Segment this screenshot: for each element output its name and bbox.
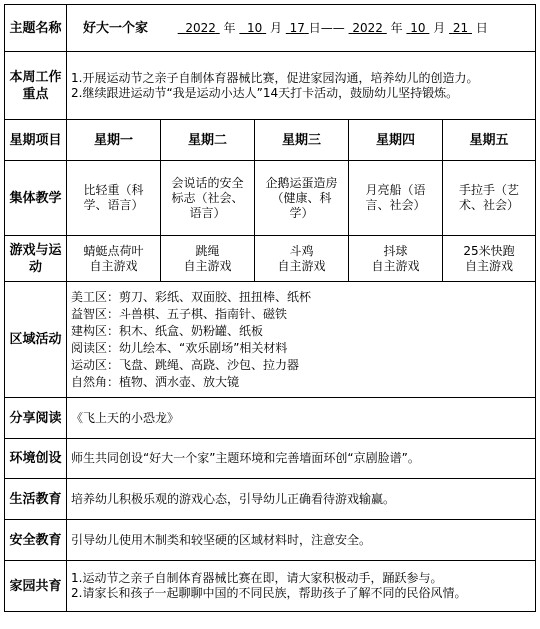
games-thursday: 抖球 自主游戏 [349,236,443,282]
safety-value: 引导幼儿使用木制类和较坚硬的区域材料时，注意安全。 [67,520,536,561]
focus-cell [67,52,536,120]
month-char-2: 月 [433,20,446,35]
focus-label: 本周工作重点 [5,52,67,120]
environment-label: 环境创设 [5,439,67,479]
focus-row [5,52,536,120]
environment-row [5,439,536,479]
games-friday: 25米快跑 自主游戏 [443,236,536,282]
games-monday: 蜻蜓点荷叶 自主游戏 [67,236,161,282]
theme-label: 主题名称 [5,5,67,52]
end-month: 10 [410,20,426,35]
day-char-2: 日 [475,20,488,35]
day-friday: 星期五 [443,120,536,161]
home-line: 1.运动节之亲子自制体育器械比赛在即，请大家积极动手，踊跃参与。 [71,571,443,585]
life-value: 培养幼儿积极乐观的游戏心态，引导幼儿正确看待游戏输赢。 [67,479,536,520]
end-year: 2022 [352,20,383,35]
safety-label: 安全教育 [5,520,67,561]
home-line: 2.请家长和孩子一起聊聊中国的不同民族，帮助孩子了解不同的民俗风情。 [71,586,467,600]
games-wednesday: 斗鸡 自主游戏 [255,236,349,282]
day-thursday: 星期四 [349,120,443,161]
theme-row [5,5,536,52]
safety-row [5,520,536,561]
home-row [5,561,536,612]
group-teaching-row [5,161,536,236]
teaching-tuesday: 会说话的安全标志（社会、语言） [161,161,255,236]
start-day: 17 [289,20,305,35]
areas-label: 区域活动 [5,282,67,398]
group-teaching-label: 集体教学 [5,161,67,236]
area-nature: 自然角：植物、洒水壶、放大镜 [71,374,240,389]
day-wednesday: 星期三 [255,120,349,161]
year-char: 年 [223,20,236,35]
life-label: 生活教育 [5,479,67,520]
year-char-2: 年 [390,20,403,35]
day-monday: 星期一 [67,120,161,161]
life-row [5,479,536,520]
games-label: 游戏与运动 [5,236,67,282]
theme-name: 好大一个家 [83,20,149,36]
area-building: 建构区：积木、纸盒、奶粉罐、纸板 [71,323,264,338]
area-art: 美工区：剪刀、彩纸、双面胶、扭扭棒、纸杯 [71,289,312,304]
start-month: 10 [247,20,263,35]
theme-cell [67,5,536,52]
teaching-wednesday: 企鹅运蛋造房（健康、科学） [255,161,349,236]
teaching-monday: 比轻重（科学、语言） [67,161,161,236]
environment-value: 师生共同创设“好大一个家”主题环境和完善墙面环创“京剧脸谱”。 [67,439,536,479]
games-row [5,236,536,282]
day-tuesday: 星期二 [161,120,255,161]
areas-row [5,282,536,398]
date-separator: —— [320,20,345,35]
day-char: 日 [308,20,321,35]
home-cell [67,561,536,612]
weekday-label: 星期项目 [5,120,67,161]
month-char: 月 [269,20,282,35]
home-label: 家园共育 [5,561,67,612]
games-tuesday: 跳绳 自主游戏 [161,236,255,282]
focus-line: 2.继续跟进运动节“我是运动小达人”14天打卡活动，鼓励幼儿坚持锻炼。 [71,85,459,100]
focus-line: 1.开展运动节之亲子自制体育器械比赛，促进家园沟通，培养幼儿的创造力。 [71,70,479,85]
weekday-header-row [5,120,536,161]
area-puzzle: 益智区：斗兽棋、五子棋、指南针、磁铁 [71,306,288,321]
area-sports: 运动区：飞盘、跳绳、高跷、沙包、拉力器 [71,357,300,372]
start-year: 2022 [185,20,216,35]
weekly-plan-table [4,4,536,612]
reading-row [5,398,536,439]
areas-cell [67,282,536,398]
reading-label: 分享阅读 [5,398,67,439]
area-reading: 阅读区：幼儿绘本、“欢乐剧场”相关材料 [71,340,288,355]
teaching-friday: 手拉手（艺术、社会） [443,161,536,236]
reading-value: 《飞上天的小恐龙》 [67,398,536,439]
teaching-thursday: 月亮船（语言、社会） [349,161,443,236]
end-day: 21 [452,20,469,35]
